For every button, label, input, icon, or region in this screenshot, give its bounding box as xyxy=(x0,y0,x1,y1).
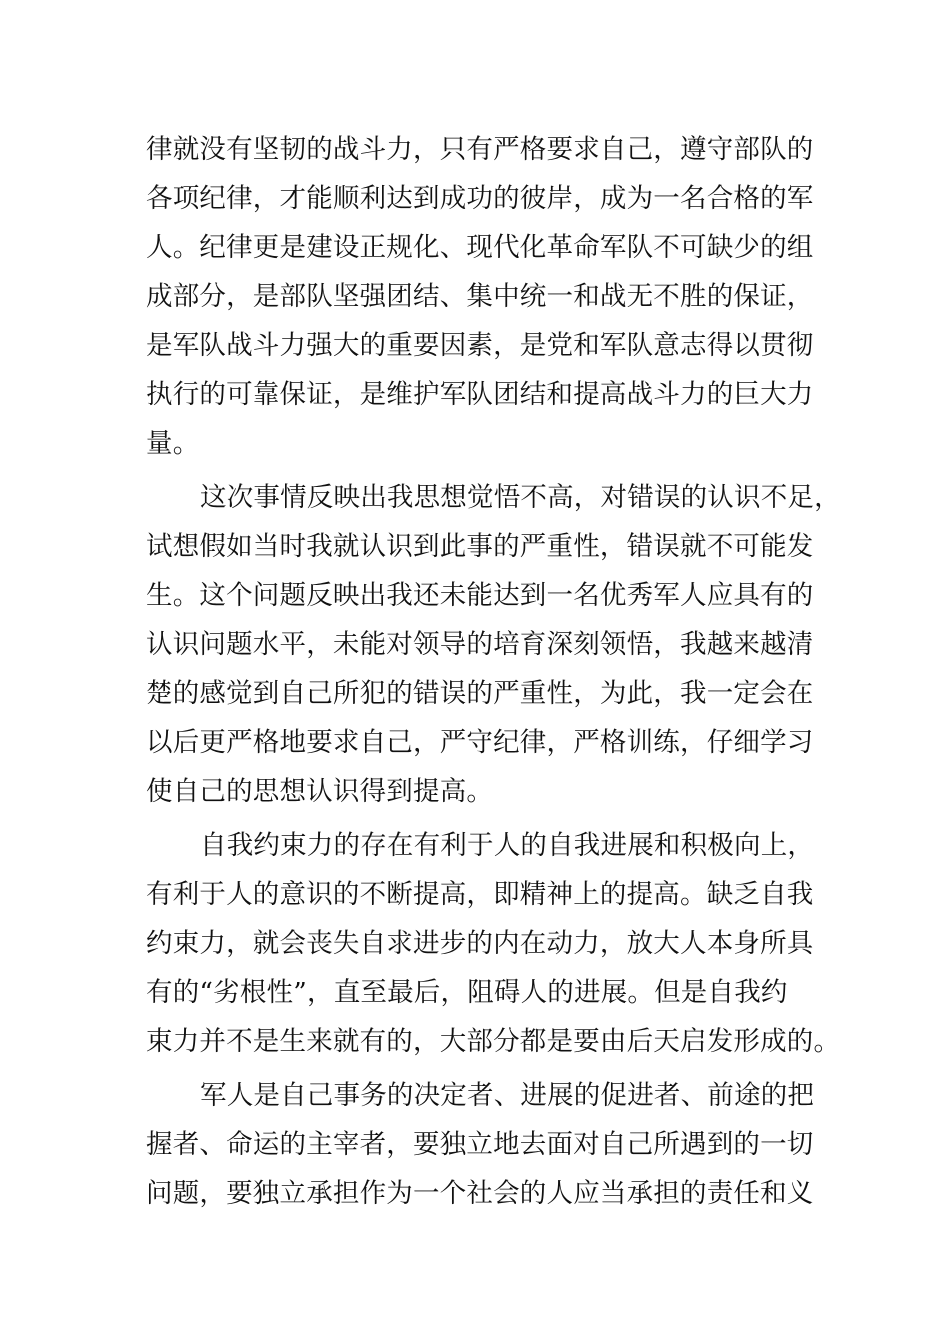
text-line: 人。纪律更是建设正规化、现代化革命军队不可缺少的组 xyxy=(146,232,814,263)
text-line: 使自己的思想认识得到提高。 xyxy=(146,776,494,807)
text-line: 有的“劣根性”，直至最后，阻碍人的进展。但是自我约 xyxy=(146,977,788,1008)
text-line: 楚的感觉到自己所犯的错误的严重性，为此，我一定会在 xyxy=(146,678,814,709)
paragraph-first-line: 军人是自己事务的决定者、进展的促进者、前途的把 xyxy=(200,1080,815,1111)
text-line: 律就没有坚韧的战斗力，只有严格要求自己，遵守部队的 xyxy=(146,134,814,165)
paragraph-first-line: 这次事情反映出我思想觉悟不高，对错误的认识不足， xyxy=(200,482,841,513)
text-line: 生。这个问题反映出我还未能达到一名优秀军人应具有的 xyxy=(146,580,814,611)
text-line: 约束力，就会丧失自求进步的内在动力，放大人本身所具 xyxy=(146,928,814,959)
text-line: 量。 xyxy=(146,428,200,459)
text-line: 各项纪律，才能顺利达到成功的彼岸，成为一名合格的军 xyxy=(146,183,814,214)
text-line: 握者、命运的主宰者，要独立地去面对自己所遇到的一切 xyxy=(146,1129,814,1160)
text-line: 试想假如当时我就认识到此事的严重性，错误就不可能发 xyxy=(146,531,814,562)
text-line: 成部分，是部队坚强团结、集中统一和战无不胜的保证， xyxy=(146,281,814,312)
text-line: 认识问题水平，未能对领导的培育深刻领悟，我越来越清 xyxy=(146,629,814,660)
text-line: 以后更严格地要求自己，严守纪律，严格训练，仔细学习 xyxy=(146,727,814,758)
text-line: 有利于人的意识的不断提高，即精神上的提高。缺乏自我 xyxy=(146,879,814,910)
text-line: 执行的可靠保证，是维护军队团结和提高战斗力的巨大力 xyxy=(146,379,814,410)
text-line: 问题，要独立承担作为一个社会的人应当承担的责任和义 xyxy=(146,1178,814,1209)
text-line: 是军队战斗力强大的重要因素，是党和军队意志得以贯彻 xyxy=(146,330,814,361)
paragraph-first-line: 自我约束力的存在有利于人的自我进展和积极向上， xyxy=(200,830,815,861)
text-line: 束力并不是生来就有的，大部分都是要由后天启发形成的。 xyxy=(146,1026,841,1057)
